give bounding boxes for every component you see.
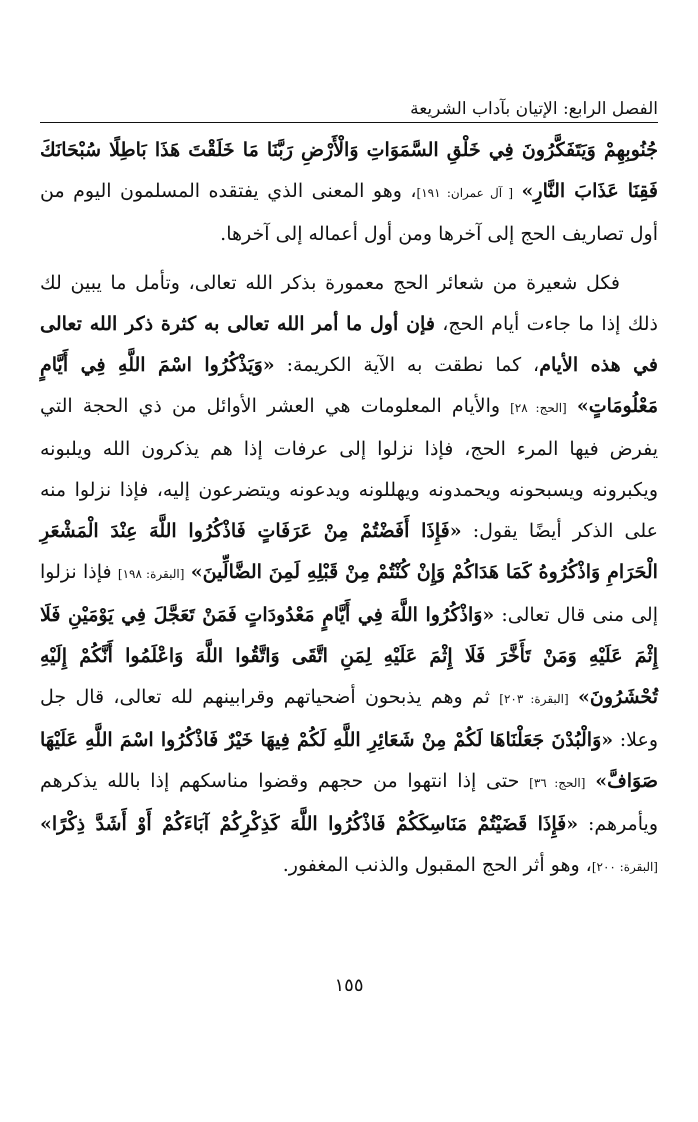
p2-bold-statement: فإن أول ما أمر الله تعالى به كثرة ذكر الله تعالى في هذه الأيام — [40, 313, 658, 376]
quran-verse-5: «وَالْبُدْنَ جَعَلْنَاهَا لَكُمْ مِنْ شَعَائِرِ اللَّهِ لَكُمْ فِيهَا خَيْرٌ فَاذْكُرُوا اسْمَ اللَّهِ عَلَيْهَا صَوَافَّ» — [40, 729, 658, 792]
p2-text-3: والأيام المعلومات هي العشر الأوائل من ذي الحجة التي يفرض فيها المرء الحج، فإذا نزلوا إلى عرفات إذا هم يذكرون الله ويلبونه ويكبرونه ويسبحونه ويحمدونه ويهللونه ويدعونه ويتضرعون إليه، فإذا نزلوا منه على الذكر أيضًا يقول: — [40, 395, 658, 542]
paragraph-1-text: ، وهو المعنى الذي يفتقده المسلمون اليوم من أول تصاريف الحج إلى آخرها ومن أول أعماله إلى آخرها. — [40, 180, 658, 245]
verse-reference-1: [ آل عمران: ١٩١] — [416, 186, 514, 200]
header-rule — [40, 122, 658, 123]
paragraph-1 — [40, 130, 658, 255]
p2-text-7: ، وهو أثر الحج المقبول والذنب المغفور. — [282, 854, 592, 876]
quran-verse-4: «وَاذْكُرُوا اللَّهَ فِي أَيَّامٍ مَعْدُودَاتٍ فَمَنْ تَعَجَّلَ فِي يَوْمَيْنِ فَلَا إِثْمَ عَلَيْهِ وَمَنْ تَأَخَّرَ فَلَا إِثْمَ عَلَيْهِ لِمَنِ اتَّقَى وَاتَّقُوا اللَّهَ وَاعْلَمُوا أَنَّكُمْ إِلَيْهِ تُحْشَرُونَ» — [40, 604, 658, 708]
verse-reference-3: [البقرة: ١٩٨] — [117, 567, 185, 581]
p2-text-6: حتى إذا انتهوا من حجهم وقضوا مناسكهم إذا بالله يذكرهم ويأمرهم: — [40, 770, 658, 835]
verse-reference-2: [الحج: ٢٨] — [510, 401, 567, 415]
page-number: ١٥٥ — [334, 975, 364, 996]
p2-text-4: فإذا نزلوا إلى منى قال تعالى: — [40, 561, 658, 626]
running-header: الفصل الرابع: الإتيان بآداب الشريعة — [410, 99, 658, 119]
verse-reference-6: [البقرة: ٢٠٠] — [591, 860, 658, 874]
quran-verse-2: «وَيَذْكُرُوا اسْمَ اللَّهِ فِي أَيَّامٍ مَعْلُومَاتٍ» — [40, 354, 659, 417]
quran-verse-6: «فَإِذَا قَضَيْتُمْ مَنَاسِكَكُمْ فَاذْكُرُوا اللَّهَ كَذِكْرِكُمْ آبَاءَكُمْ أَوْ أَشَدَّ ذِكْرًا» — [40, 813, 579, 835]
verse-reference-5: [الحج: ٣٦] — [529, 776, 586, 790]
p2-text-1: فكل شعيرة من شعائر الحج معمورة بذكر الله تعالى، وتأمل ما يبين لك ذلك إذا ما جاءت أيام الحج، — [40, 272, 658, 335]
paragraph-2 — [40, 263, 658, 888]
quran-verse-1: جُنُوبِهِمْ وَيَتَفَكَّرُونَ فِي خَلْقِ السَّمَوَاتِ وَالْأَرْضِ رَبَّنَا مَا خَلَقْتَ هَذَا بَاطِلًا سُبْحَانَكَ فَقِنَا عَذَابَ النَّارِ» — [40, 139, 659, 202]
body-text — [40, 130, 658, 888]
p2-text-5: ثم وهم يذبحون أضحياتهم وقرابينهم لله تعالى، قال جل وعلا: — [40, 686, 658, 751]
quran-verse-3: «فَإِذَا أَفَضْتُمْ مِنْ عَرَفَاتٍ فَاذْكُرُوا اللَّهَ عِنْدَ الْمَشْعَرِ الْحَرَامِ وَاذْكُرُوهُ كَمَا هَدَاكُمْ وَإِنْ كُنْتُمْ مِنْ قَبْلِهِ لَمِنَ الضَّالِّينَ» — [40, 520, 658, 583]
verse-reference-4: [البقرة: ٢٠٣] — [499, 692, 569, 706]
p2-text-2: ، كما نطقت به الآية الكريمة: — [274, 354, 540, 376]
